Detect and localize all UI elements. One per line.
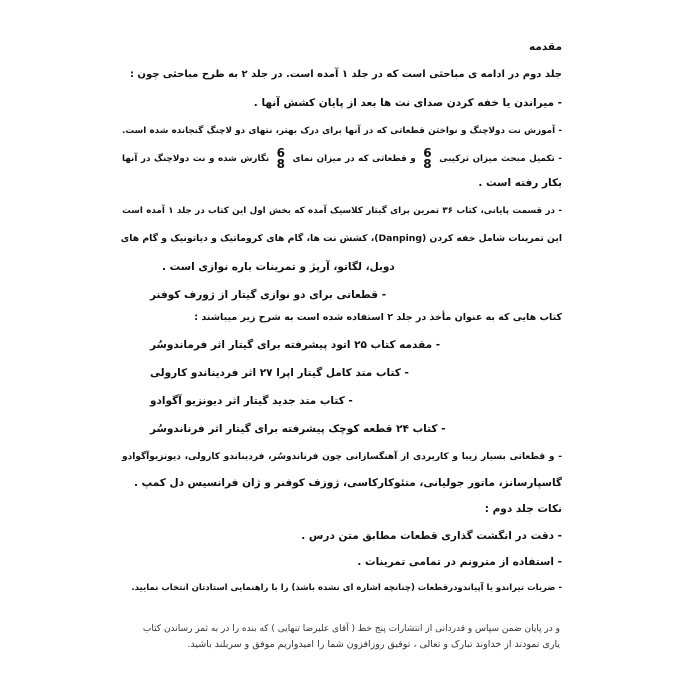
bullet-sixteenth-notes: - آموزش نت دولاچنگ و نواختن قطعاتی که در آنها برای درک بهتر، نتهای دو لاچنگ گنجانده شده است. bbox=[122, 126, 562, 136]
note-metronome: - استفاده از مترونم در تمامی تمرینات . bbox=[357, 556, 562, 568]
sources-heading: کتاب هایی که به عنوان مأخذ در جلد ۲ استفاده شده است به شرح زیر میباشند : bbox=[194, 312, 562, 323]
source-sor-pieces: - کتاب ۲۴ قطعه کوچک پیشرفته برای گیتار اثر فرناندوسُر bbox=[150, 423, 446, 435]
bullet-exercises-line-3: دوبل، لگاتو، آرپژ و تمرینات باره نوازی است . bbox=[162, 261, 395, 273]
source-composers-line-2: گاسپارسانز، ماتور جولیانی، متئوکارکاسی، ژوزف کوفنر و ژان فرانسیس دل کمپ . bbox=[133, 477, 562, 489]
compound-meter-text-a: - تکمیل مبحث میزان ترکیبی bbox=[439, 154, 562, 164]
compound-meter-text-c: نگارش شده و نت دولاچنگ در آنها bbox=[122, 154, 270, 164]
footer-line-1: و در پایان ضمن سپاس و قدردانی از انتشارات پنج خط ( آقای علیرضا تنهایی ) که بنده را در به ثمر رساندن کتاب bbox=[142, 624, 560, 634]
time-signature-6-8-second: 6 8 bbox=[276, 145, 286, 171]
bullet-duets: - قطعاتی برای دو نوازی گیتار از ژورف کوفنر bbox=[150, 289, 387, 301]
intro-text: جلد دوم در ادامه ی مباحثی است که در جلد ۱ آمده است. در جلد ۲ به طرح مباحثی چون : bbox=[129, 69, 562, 80]
compound-meter-continuation: بکار رفته است . bbox=[478, 177, 562, 189]
source-composers-line-1: - و قطعاتی بسیار زیبا و کاربردی از آهنگسازانی چون فرناندوسُر، فردیناندو کارولی، دیونزیوآگوادو bbox=[122, 452, 562, 462]
source-aguado-method: - کتاب متد جدید گیتار اثر دیونزیو آگوادو bbox=[150, 395, 353, 407]
bullet-exercises-line-1: - در قسمت پایانی، کتاب ۳۶ تمرین برای گیتار کلاسیک آمده که بخش اول این کتاب در جلد ۱ آمده است bbox=[122, 206, 562, 216]
source-sor-etudes: - مقدمه کتاب ۲۵ اتود پیشرفته برای گیتار اثر فرماندوسُر bbox=[150, 339, 441, 351]
bullet-muting: - میراندن یا خفه کردن صدای نت ها بعد از پایان کشش آنها . bbox=[253, 97, 562, 109]
footer-line-2: یاری نمودند از خداوند تبارک و تعالی ، توفیق روزافزون شما را امیدواریم موفق و سربلند باشید. bbox=[187, 639, 560, 650]
notes-heading: نکات جلد دوم : bbox=[484, 503, 562, 515]
page-title: مقدمه bbox=[529, 41, 562, 53]
compound-meter-text-b: و قطعاتی که در میزان نمای bbox=[292, 154, 416, 164]
bullet-compound-meter bbox=[122, 147, 562, 171]
note-tirando-apoyando: - ضربات تیراندو یا آپیاندودرقطعات (چنانچه اشاره ای نشده باشد) را با راهنمایی استادتان انتخاب نمایید. bbox=[131, 583, 562, 593]
time-signature-6-8: 6 8 bbox=[423, 145, 432, 171]
note-fingering: - دقت در انگشت گذاری قطعات مطابق متن درس . bbox=[301, 530, 562, 542]
source-carulli-method: - کتاب متد کامل گیتار اپرا ۲۷ اثر فردیناندو کارولی bbox=[150, 367, 409, 379]
bullet-exercises-line-2: این تمرینات شامل خفه کردن (Danping)، کشش نت ها، گام های کروماتیک و دیاتونیک و گام های bbox=[120, 233, 562, 244]
